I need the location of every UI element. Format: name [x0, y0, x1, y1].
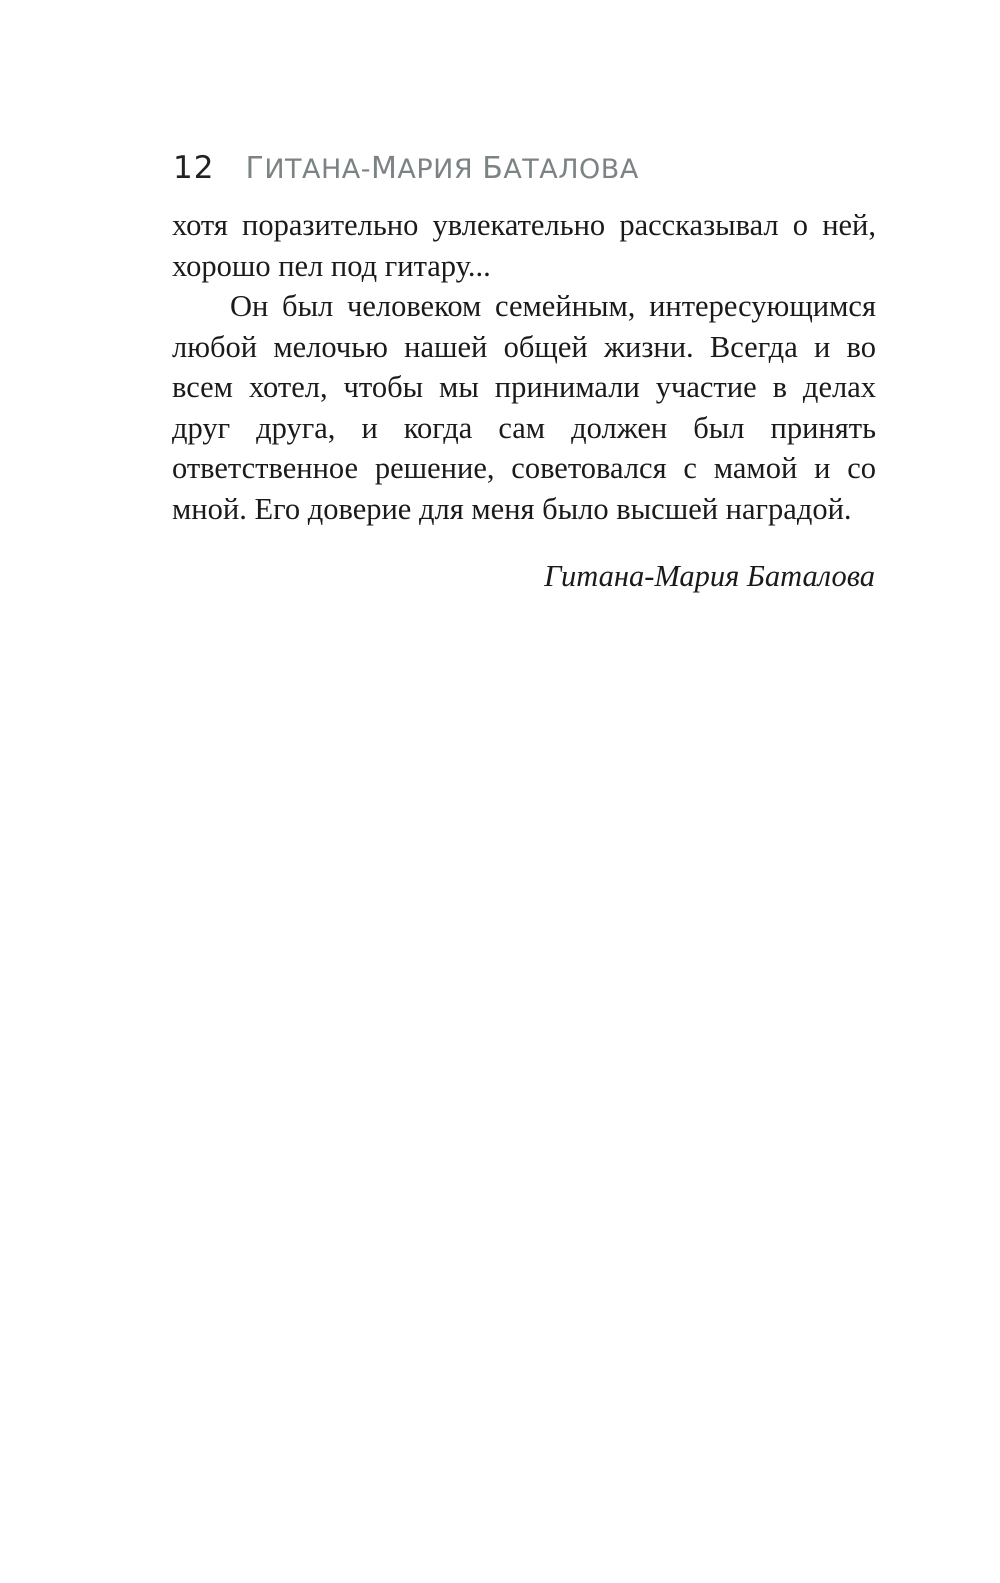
author-initial-surname: Б — [482, 151, 504, 186]
author-initial-second: М — [371, 151, 398, 186]
running-head — [173, 150, 893, 186]
body-text — [172, 205, 876, 529]
author-signature: Гитана-Мария Баталова — [544, 559, 875, 593]
author-surname-rest: АТАЛОВА — [503, 154, 639, 185]
paragraph-continued: хотя поразительно увлекательно рассказывал о ней, хорошо пел под гитару... — [172, 208, 876, 283]
author-given-rest: ИТАНА- — [264, 154, 372, 185]
page-number: 12 — [173, 150, 215, 186]
author-initial-given: Г — [245, 151, 265, 186]
paragraph: Он был человеком семейным, интересующимся любой мелочью нашей общей жизни. Всегда и во всем хотел, чтобы мы принимали участие в делах друг друга, и когда сам должен был принять ответственное решение, советовался с мамой и со мной. Его доверие для меня было высшей наградой. — [172, 289, 876, 526]
running-head-author — [245, 151, 639, 186]
author-second-rest: АРИЯ — [397, 154, 483, 185]
